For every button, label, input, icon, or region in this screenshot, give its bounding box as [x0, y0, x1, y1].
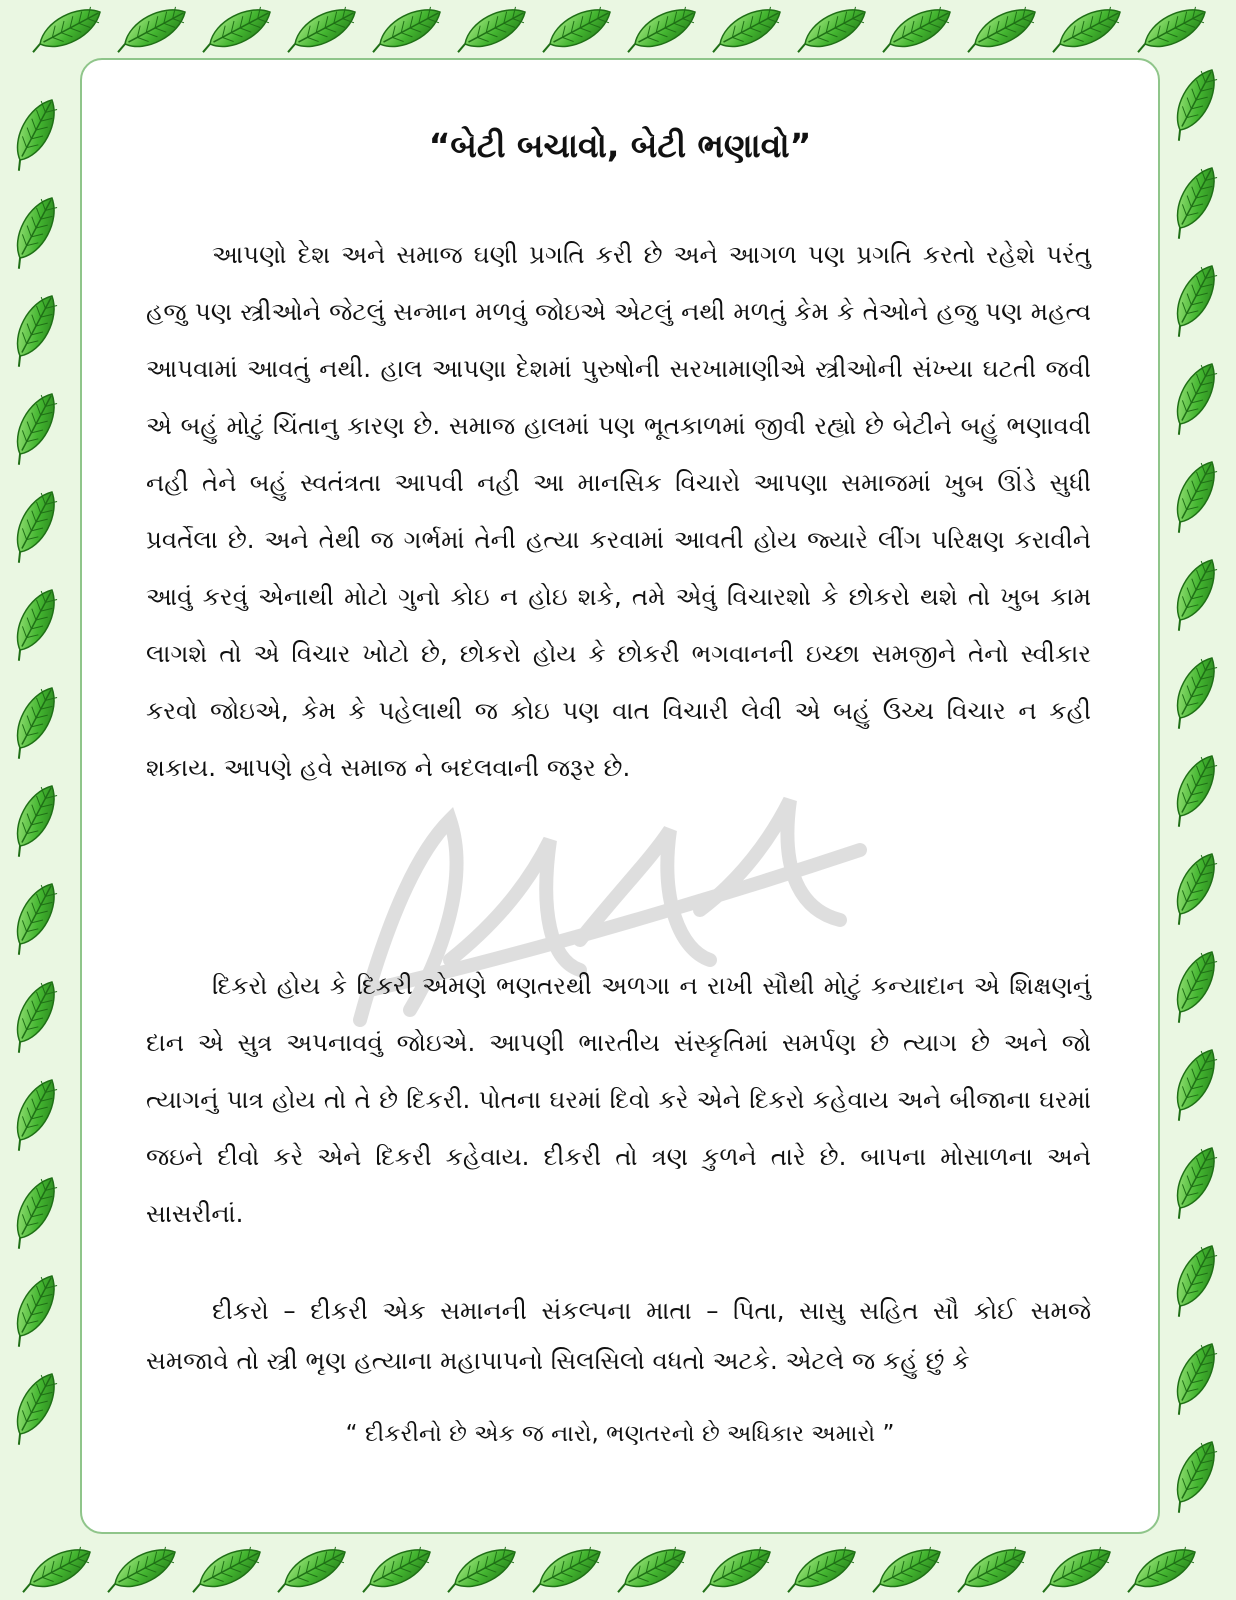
leaf-icon — [1163, 1338, 1223, 1420]
leaf-icon — [3, 486, 63, 568]
leaf-icon — [1045, 0, 1127, 60]
leaf-icon — [355, 1540, 437, 1600]
leaf-icon — [3, 780, 63, 862]
leaf-icon — [195, 0, 277, 60]
leaf-icon — [3, 878, 63, 960]
leaf-icon — [3, 192, 63, 274]
leaf-icon — [3, 682, 63, 764]
leaf-icon — [1163, 946, 1223, 1028]
leaf-icon — [1163, 1044, 1223, 1126]
leaf-icon — [3, 388, 63, 470]
leaf-icon — [110, 0, 192, 60]
leaf-icon — [1035, 1540, 1117, 1600]
leaf-icon — [3, 94, 63, 176]
leaf-icon — [1163, 1436, 1223, 1518]
leaf-icon — [3, 290, 63, 372]
paragraph-1-text: આપણો દેશ અને સમાજ ઘણી પ્રગતિ કરી છે અને આગળ પણ પ્રગતિ કરતો રહેશે પરંતુ હજુ પણ સ્ત્રીઓને જેટલું સન્માન મળવું જોઇએ એટલું નથી મળતું કેમ કે તેઓને હજુ પણ મહત્વ આપવામાં આવતું નથી. હાલ આપણા દેશમાં પુરુષોની સરખામાણીએ સ્ત્રીઓની સંખ્યા ઘટતી જવી એ બહું મોટું ચિંતાનુ કારણ છે. સમાજ હાલમાં પણ ભૂતકાળમાં જીવી રહ્યો છે બેટીને બહું ભણાવવી નહી તેને બહું સ્વતંત્રતા આપવી નહી આ માનસિક વિચારો આપણા સમાજમાં ખુબ ઊંડે સુધી પ્રવર્તેલા છે. અને તેથી જ ગર્ભમાં તેની હત્યા કરવામાં આવતી હોય જ્યારે લીંગ પરિક્ષણ કરાવીને આવું કરવું એનાથી મોટો ગુનો કોઇ ન હોઇ શકે, તમે એવું વિચારશો કે છોકરો થશે તો ખુબ કામ લાગશે તો એ વિચાર ખોટો છે, છોકરો હોય કે છોકરી ભગવાનની ઇચ્છા સમજીને તેનો સ્વીકાર કરવો જોઇએ, કેમ કે પહેલાથી જ કોઇ પણ વાત વિચારી લેવી એ બહું ઉચ્ચ વિચાર ન કહી શકાય. આપણે હવે સમાજ ને બદલવાની જરૂર છે. — [146, 240, 1091, 782]
leaf-icon — [1163, 456, 1223, 538]
leaf-icon — [705, 0, 787, 60]
body-paragraph-3 — [146, 1286, 1091, 1386]
leaf-icon — [780, 1540, 862, 1600]
body-paragraph-2 — [146, 957, 1091, 1242]
leaf-icon — [535, 0, 617, 60]
leaf-icon — [1163, 64, 1223, 146]
leaf-icon — [695, 1540, 777, 1600]
paragraph-3-text: દીકરો – દીકરી એક સમાનની સંકલ્પના માતા – પિતા, સાસુ સહિત સૌ કોઈ સમજે સમજાવે તો સ્ત્રી ભૃણ હત્યાના મહાપાપનો સિલસિલો વધતો અટકે. એટલે જ કહું છું કે — [146, 1296, 1091, 1375]
leaf-icon — [620, 0, 702, 60]
page-title: “બેટી બચાવો, બેટી ભણાવો” — [428, 126, 812, 165]
closing-slogan: “ દીકરીનો છે એક જ નારો, ભણતરનો છે અધિકાર અમારો ” — [345, 1421, 895, 1447]
leaf-icon — [3, 1074, 63, 1156]
leaf-icon — [3, 1368, 63, 1450]
leaf-icon — [610, 1540, 692, 1600]
leaf-icon — [1163, 260, 1223, 342]
leaf-icon — [1163, 162, 1223, 244]
leaf-icon — [1130, 0, 1212, 60]
leaf-icon — [865, 1540, 947, 1600]
leaf-icon — [3, 976, 63, 1058]
leaf-icon — [450, 0, 532, 60]
leaf-icon — [1163, 554, 1223, 636]
leaf-icon — [1163, 1240, 1223, 1322]
leaf-icon — [100, 1540, 182, 1600]
leaf-icon — [280, 0, 362, 60]
leaf-icon — [25, 0, 107, 60]
leaf-icon — [875, 0, 957, 60]
leaf-icon — [185, 1540, 267, 1600]
leaf-icon — [960, 0, 1042, 60]
leaf-icon — [15, 1540, 97, 1600]
leaf-icon — [3, 584, 63, 666]
leaf-icon — [525, 1540, 607, 1600]
leaf-icon — [3, 1172, 63, 1254]
leaf-icon — [3, 1270, 63, 1352]
leaf-icon — [1163, 750, 1223, 832]
leaf-icon — [365, 0, 447, 60]
leaf-icon — [440, 1540, 522, 1600]
leaf-icon — [270, 1540, 352, 1600]
leaf-icon — [1163, 1142, 1223, 1224]
body-paragraph-1 — [146, 226, 1091, 796]
leaf-icon — [1120, 1540, 1202, 1600]
leaf-icon — [1163, 652, 1223, 734]
paragraph-2-text: દિકરો હોય કે દિકરી એમણે ભણતરથી અળગા ન રાખી સૌથી મોટું કન્યાદાન એ શિક્ષણનું દાન એ સુત્ર અપનાવવું જોઇએ. આપણી ભારતીય સંસ્કૃતિમાં સમર્પણ છે ત્યાગ છે અને જો ત્યાગનું પાત્ર હોય તો તે છે દિકરી. પોતના ઘરમાં દિવો કરે એને દિકરો કહેવાય અને બીજાના ઘરમાં જઇને દીવો કરે એને દિકરી કહેવાય. દીકરી તો ત્રણ કુળને તારે છે. બાપના મોસાળના અને સાસરીનાં. — [146, 971, 1091, 1228]
leaf-icon — [790, 0, 872, 60]
leaf-icon — [1163, 848, 1223, 930]
leaf-icon — [950, 1540, 1032, 1600]
leaf-icon — [1163, 358, 1223, 440]
